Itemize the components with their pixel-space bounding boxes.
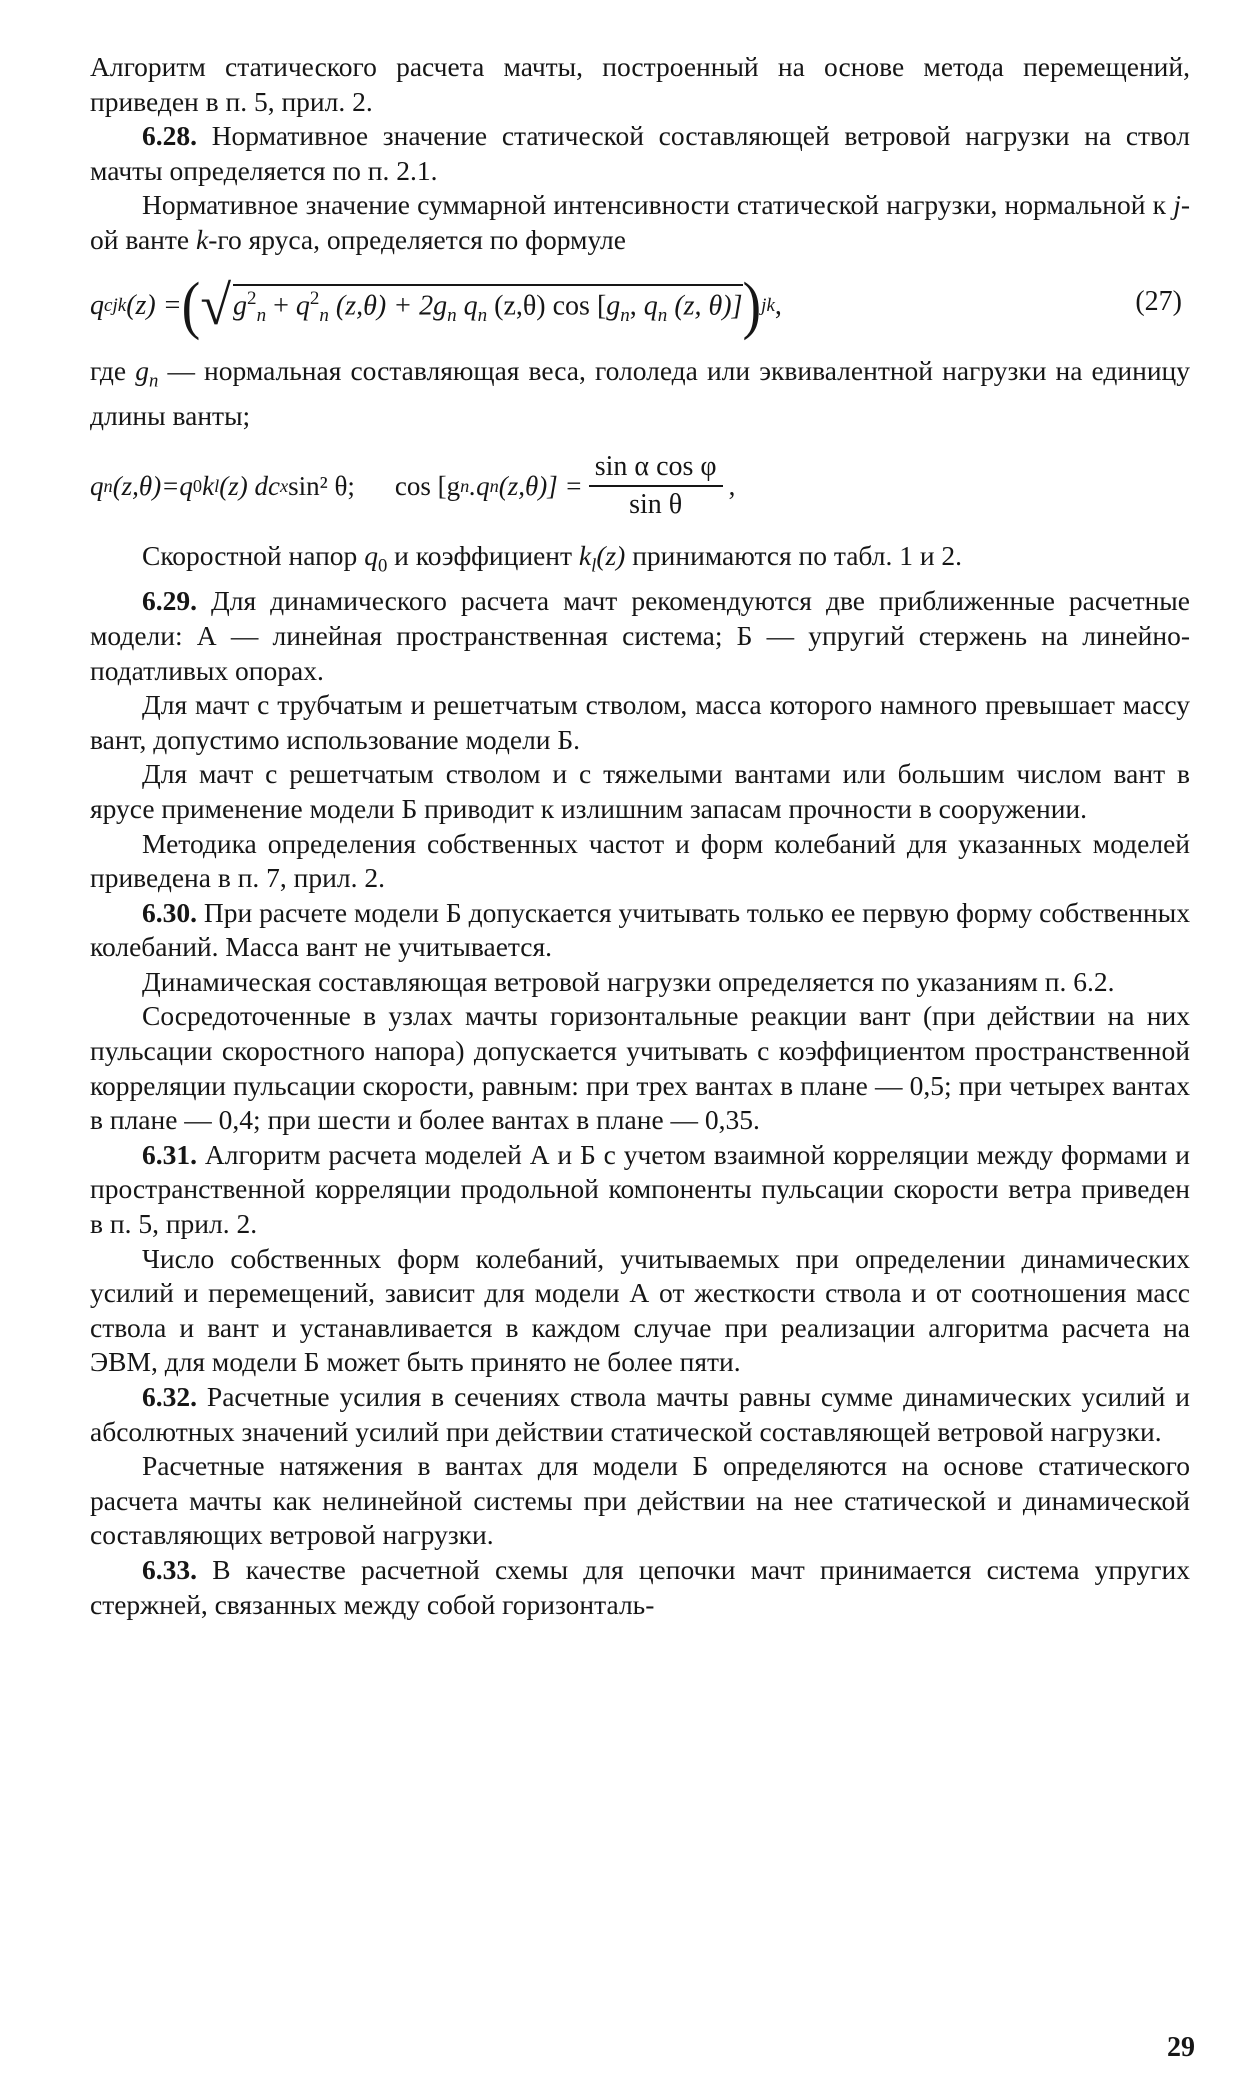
paragraph: Число собственных форм колебаний, учитываемых при определении динамических усилий и перемещений, зависит для модели А от жесткости ствола и от соотношения масс ствола и вант и устанавливается в каждом случае при реализации алгоритма расчета на ЭВМ, для модели Б может быть принято не более пяти. [90, 1242, 1190, 1378]
square-root: √ $g^2_n + q^2_n$ $(z,\theta) + 2g_n$ $q_n$ (z,θ) $\cos [g_n$, $q_n$ (z, θ)] [200, 274, 743, 337]
paragraph-6-33: 6.33. В качестве расчетной схемы для цепочки мачт принимается система упругих стержней, связанных между собой горизонталь- [90, 1553, 1190, 1620]
formula-qn: q n (z,θ)= q 0 k l (z) dc x sin² θ; cos [g n .q n (z,θ)] = $\frac{\text{sin α cos φ}}{\text{sin θ}}$ , [90, 451, 736, 521]
paragraph: Алгоритм статического расчета мачты, построенный на основе метода перемещений, приведен в п. 5, прил. 2. [90, 51, 1190, 117]
paragraph: Методика определения собственных частот и форм колебаний для указанных моделей приведена в п. 7, прил. 2. [90, 827, 1190, 894]
paragraph: где $g_n$ — нормальная составляющая веса, гололеда или эквивалентной нагрузки на единицу длины ванты; [90, 354, 1191, 431]
paragraph-6-32: 6.32. Расчетные усилия в сечениях ствола мачты равны сумме динамических усилий и абсолютных значений усилий при действии статической составляющей ветровой нагрузки. [90, 1381, 1190, 1447]
paragraph: Динамическая составляющая ветровой нагрузки определяется по указаниям п. 6.2. [142, 965, 1115, 997]
paragraph-6-29: 6.29. Для динамического расчета мачт рекомендуются две приближенные расчетные модели: А — линейная пространственная система; Б — упругий стержень на линейно-податливых опорах. [90, 585, 1190, 686]
page-number: 29 [1167, 2032, 1195, 2063]
paragraph-6-30: 6.30. При расчете модели Б допускается учитывать только ее первую форму собственных колебаний. Масса вант не учитывается. [90, 896, 1190, 963]
clause-number: 6.31. [142, 1138, 197, 1170]
clause-number: 6.29. [142, 585, 197, 617]
paragraph-6-28: 6.28. Нормативное значение статической составляющей ветровой нагрузки на ствол мачты определяется по п. 2.1. [90, 120, 1190, 186]
equation-number: (27) [1135, 285, 1182, 317]
left-paren: ( [181, 269, 201, 342]
paragraph-6-31: 6.31. Алгоритм расчета моделей А и Б с учетом взаимной корреляции между формами и пространственной корреляции продольной компоненты пульсации скорости ветра приведен в п. 5, прил. 2. [90, 1138, 1190, 1240]
clause-number: 6.30. [142, 896, 197, 928]
clause-number: 6.33. [142, 1553, 197, 1585]
paragraph: Скоростной напор $q_0$ и коэффициент $k_l(z)$ принимаются по табл. 1 и 2. [142, 540, 963, 577]
paragraph: Нормативное значение суммарной интенсивности статической нагрузки, нормальной к j-ой ванте k-го яруса, определяется по формуле [90, 189, 1190, 255]
formula-27: q c jk (z) = ( √ $g^2_n + q^2_n$ $(z,\theta) + 2g_n$ $q_n$ (z,θ) $\cos [g_n$, $q_n$ (z, θ)] ) jk , (27) [90, 269, 1182, 342]
paragraph: Расчетные натяжения в вантах для модели Б определяются на основе статического расчета мачты как нелинейной системы при действии на нее статической и динамической составляющих ветровой нагрузки. [90, 1450, 1190, 1551]
paragraph: Для мачт с трубчатым и решетчатым стволом, масса которого намного превышает массу вант, допустимо использование модели Б. [90, 689, 1190, 755]
clause-number: 6.32. [142, 1381, 197, 1412]
paragraph: Сосредоточенные в узлах мачты горизонтальные реакции вант (при действии на них пульсации скоростного напора) допускается учитывать с коэффициентом пространственной корреляции пульсации скорости, равным: при трех вантах в плане — 0,5; при четырех вантах в плане — 0,4; при шести и более вантах в плане — 0,35. [90, 1000, 1190, 1136]
right-paren: ) [742, 269, 762, 342]
fraction: $\frac{\text{sin α cos φ}}{\text{sin θ}}$ [589, 451, 723, 521]
clause-number: 6.28. [142, 120, 197, 152]
paragraph: Для мачт с решетчатым стволом и с тяжелыми вантами или большим числом вант в ярусе применение модели Б приводит к излишним запасам прочности в сооружении. [90, 758, 1190, 824]
document-page [90, 50, 1190, 1622]
